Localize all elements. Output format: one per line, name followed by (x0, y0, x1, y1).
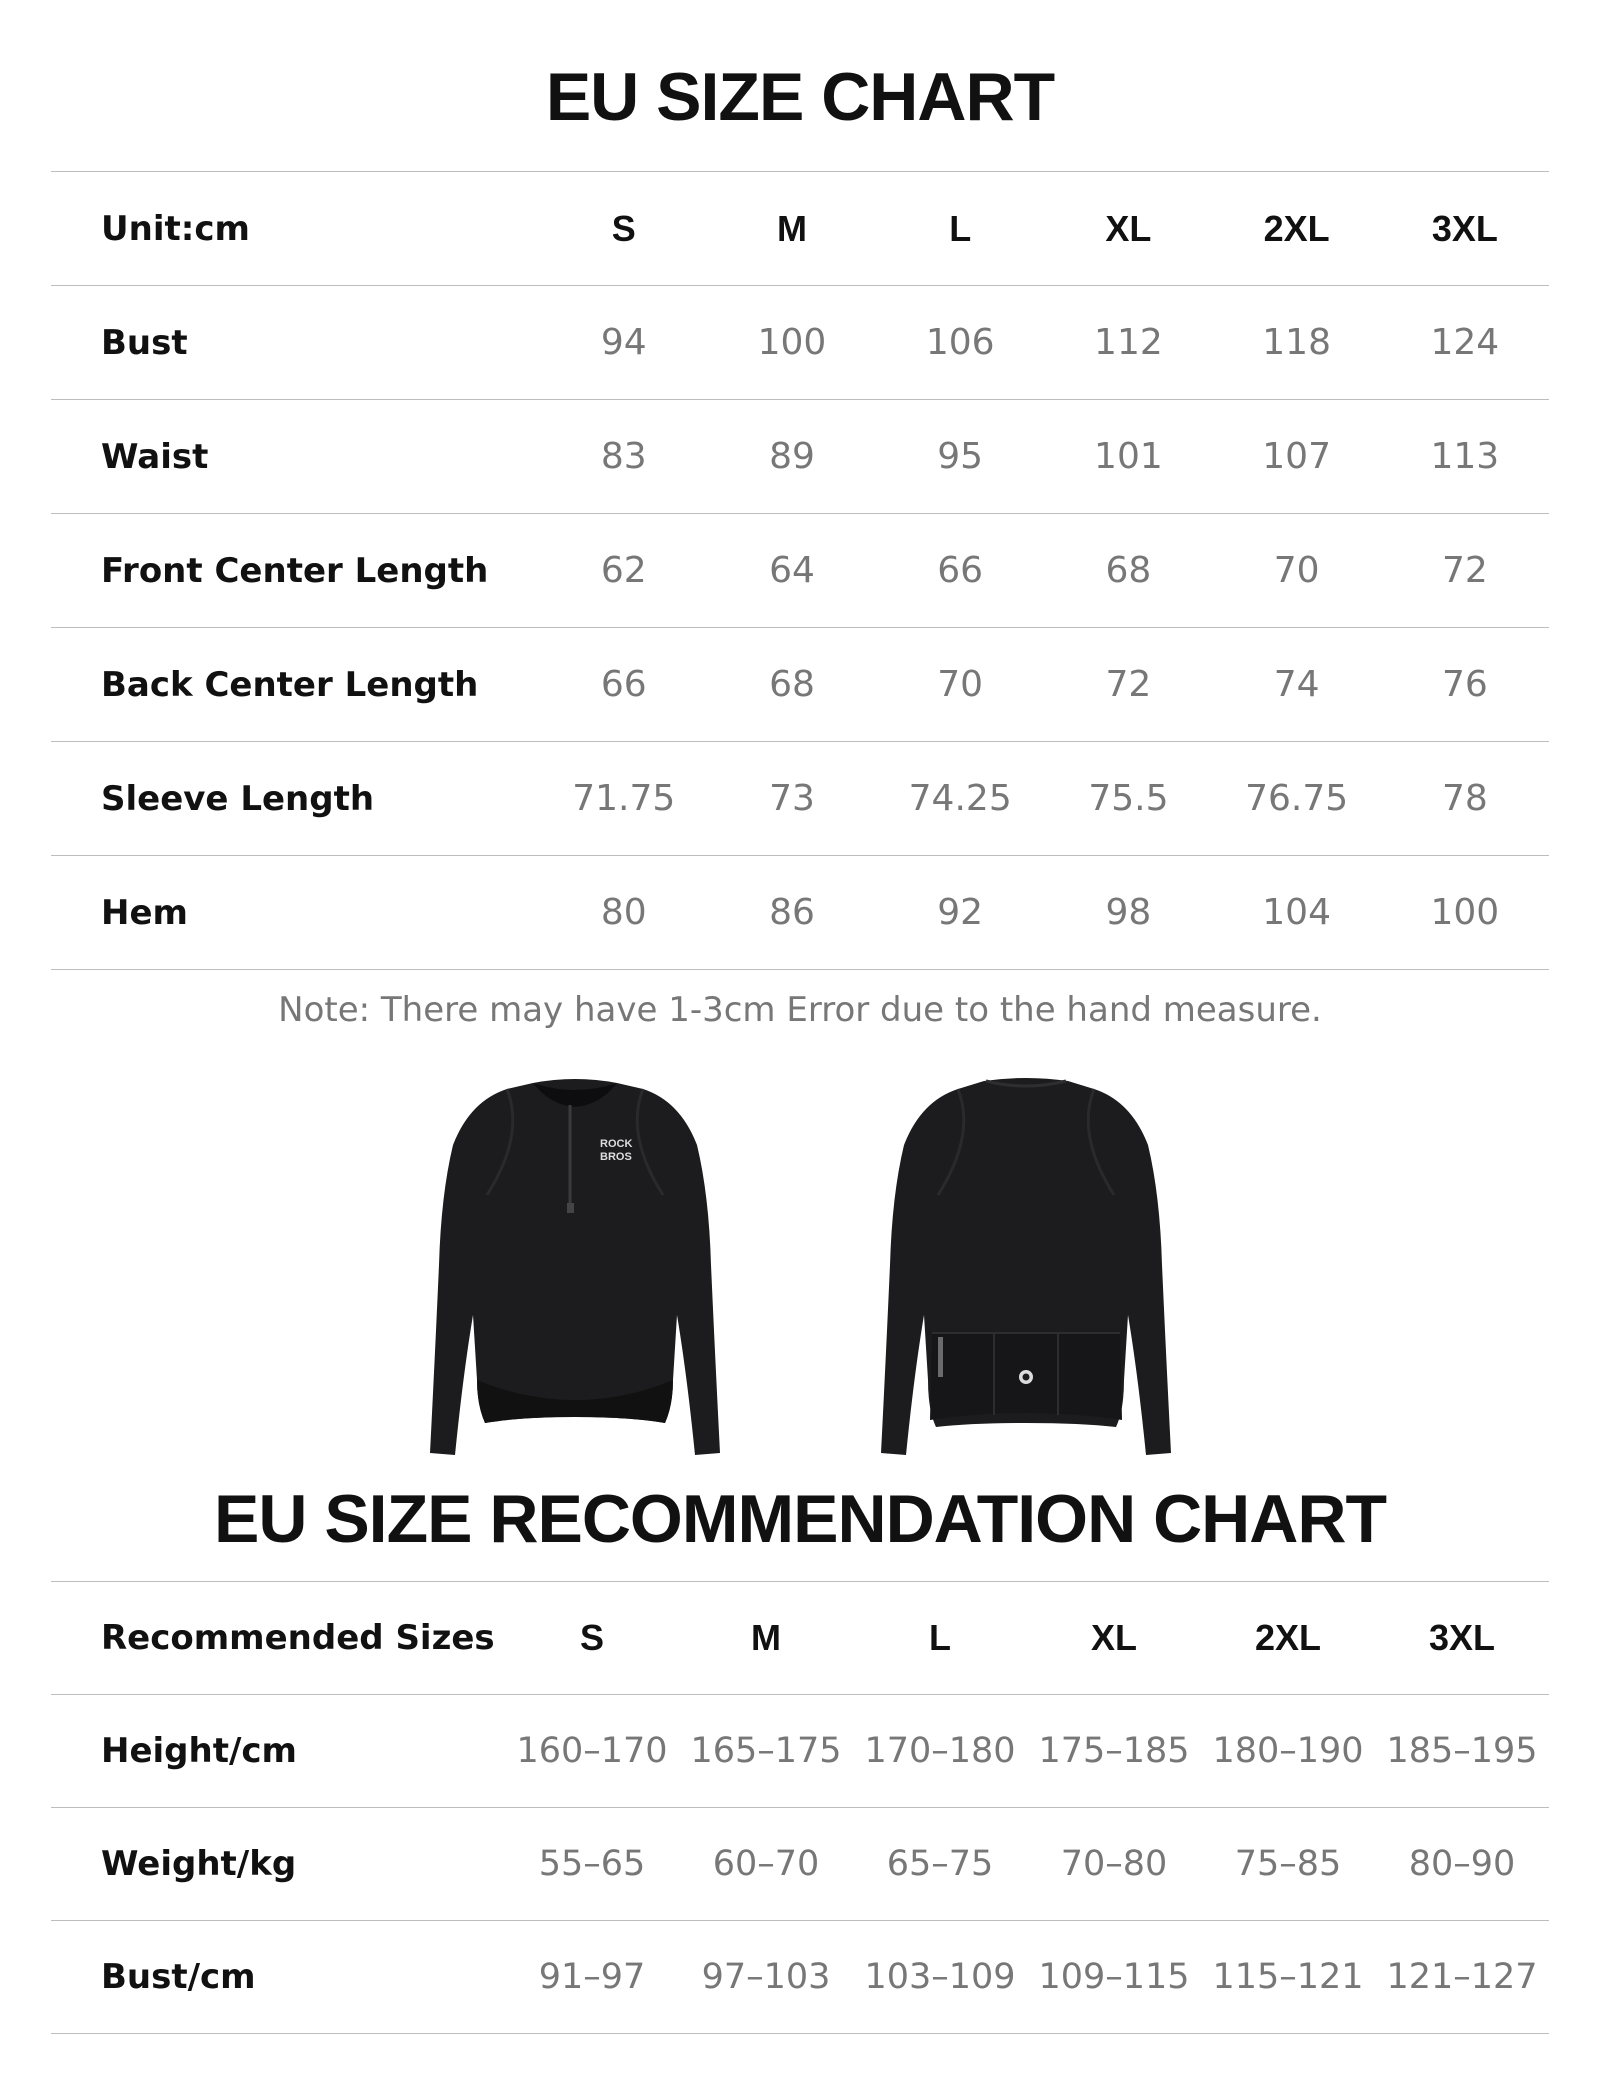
size-header: L (853, 1582, 1027, 1695)
table-row (51, 1921, 1549, 2034)
table-cell: 75.5 (1044, 742, 1212, 856)
recommendation-chart-title: EU SIZE RECOMMENDATION CHART (213, 1481, 1387, 1557)
table-cell: 75–85 (1201, 1808, 1375, 1921)
table-cell: 121–127 (1375, 1921, 1549, 2034)
table-cell: 95 (876, 400, 1044, 514)
table-cell: 109–115 (1027, 1921, 1201, 2034)
jersey-back-image (866, 1075, 1186, 1460)
table-cell: 68 (708, 628, 876, 742)
table-cell: 66 (540, 628, 708, 742)
table-cell: 97–103 (679, 1921, 853, 2034)
table-cell: 72 (1044, 628, 1212, 742)
table-cell: 78 (1381, 742, 1549, 856)
row-label: Weight/kg (51, 1808, 505, 1921)
table-row (51, 628, 1549, 742)
table-row (51, 742, 1549, 856)
table-cell: 55–65 (505, 1808, 679, 1921)
size-header: L (876, 172, 1044, 286)
size-header: S (505, 1582, 679, 1695)
row-label: Sleeve Length (51, 742, 540, 856)
brand-logo-line2: BROS (600, 1151, 632, 1163)
size-header: M (708, 172, 876, 286)
table-cell: 80–90 (1375, 1808, 1549, 1921)
brand-logo-line1: ROCK (600, 1138, 633, 1150)
table-cell: 65–75 (853, 1808, 1027, 1921)
size-header: 3XL (1381, 172, 1549, 286)
table-cell: 91–97 (505, 1921, 679, 2034)
size-header: XL (1044, 172, 1212, 286)
table-cell: 76.75 (1213, 742, 1381, 856)
row-label: Back Center Length (51, 628, 540, 742)
table-cell: 170–180 (853, 1695, 1027, 1808)
table-cell: 70–80 (1027, 1808, 1201, 1921)
table-cell: 86 (708, 856, 876, 970)
unit-label: Unit:cm (51, 172, 540, 286)
jersey-front-body (430, 1079, 720, 1455)
table-cell: 74.25 (876, 742, 1044, 856)
table-cell: 100 (1381, 856, 1549, 970)
table-cell: 62 (540, 514, 708, 628)
table-cell: 100 (708, 286, 876, 400)
table-cell: 64 (708, 514, 876, 628)
size-chart-title: EU SIZE CHART (545, 59, 1055, 135)
table-cell: 118 (1213, 286, 1381, 400)
table-cell: 112 (1044, 286, 1212, 400)
table-row (51, 514, 1549, 628)
table-cell: 71.75 (540, 742, 708, 856)
table-cell: 72 (1381, 514, 1549, 628)
size-header: 2XL (1213, 172, 1381, 286)
table-cell: 73 (708, 742, 876, 856)
table-cell: 175–185 (1027, 1695, 1201, 1808)
table-row (51, 856, 1549, 970)
table-cell: 80 (540, 856, 708, 970)
table-cell: 165–175 (679, 1695, 853, 1808)
measurement-note: Note: There may have 1-3cm Error due to the hand measure. (278, 990, 1322, 1030)
table-cell: 104 (1213, 856, 1381, 970)
size-header: S (540, 172, 708, 286)
table-cell: 160–170 (505, 1695, 679, 1808)
size-header: M (679, 1582, 853, 1695)
table-cell: 83 (540, 400, 708, 514)
table-cell: 107 (1213, 400, 1381, 514)
table-row (51, 400, 1549, 514)
recommended-sizes-label: Recommended Sizes (51, 1582, 505, 1695)
table-cell: 89 (708, 400, 876, 514)
table-row (51, 286, 1549, 400)
table-cell: 106 (876, 286, 1044, 400)
recommendation-table (51, 1581, 1549, 2034)
size-header: 2XL (1201, 1582, 1375, 1695)
size-header-row (51, 172, 1549, 286)
table-row (51, 1808, 1549, 1921)
row-label: Front Center Length (51, 514, 540, 628)
table-cell: 101 (1044, 400, 1212, 514)
row-label: Hem (51, 856, 540, 970)
table-cell: 68 (1044, 514, 1212, 628)
table-cell: 185–195 (1375, 1695, 1549, 1808)
size-header-row (51, 1582, 1549, 1695)
size-header: 3XL (1375, 1582, 1549, 1695)
jersey-back-body (881, 1078, 1171, 1455)
row-label: Height/cm (51, 1695, 505, 1808)
table-cell: 70 (1213, 514, 1381, 628)
table-cell: 74 (1213, 628, 1381, 742)
table-cell: 103–109 (853, 1921, 1027, 2034)
row-label: Bust/cm (51, 1921, 505, 2034)
size-chart-table (51, 171, 1549, 970)
table-cell: 124 (1381, 286, 1549, 400)
table-cell: 113 (1381, 400, 1549, 514)
size-header: XL (1027, 1582, 1201, 1695)
jersey-front-image (415, 1075, 735, 1460)
row-label: Bust (51, 286, 540, 400)
table-cell: 94 (540, 286, 708, 400)
table-cell: 66 (876, 514, 1044, 628)
table-cell: 60–70 (679, 1808, 853, 1921)
table-cell: 98 (1044, 856, 1212, 970)
table-cell: 180–190 (1201, 1695, 1375, 1808)
table-cell: 115–121 (1201, 1921, 1375, 2034)
table-row (51, 1695, 1549, 1808)
row-label: Waist (51, 400, 540, 514)
table-cell: 76 (1381, 628, 1549, 742)
table-cell: 92 (876, 856, 1044, 970)
table-cell: 70 (876, 628, 1044, 742)
